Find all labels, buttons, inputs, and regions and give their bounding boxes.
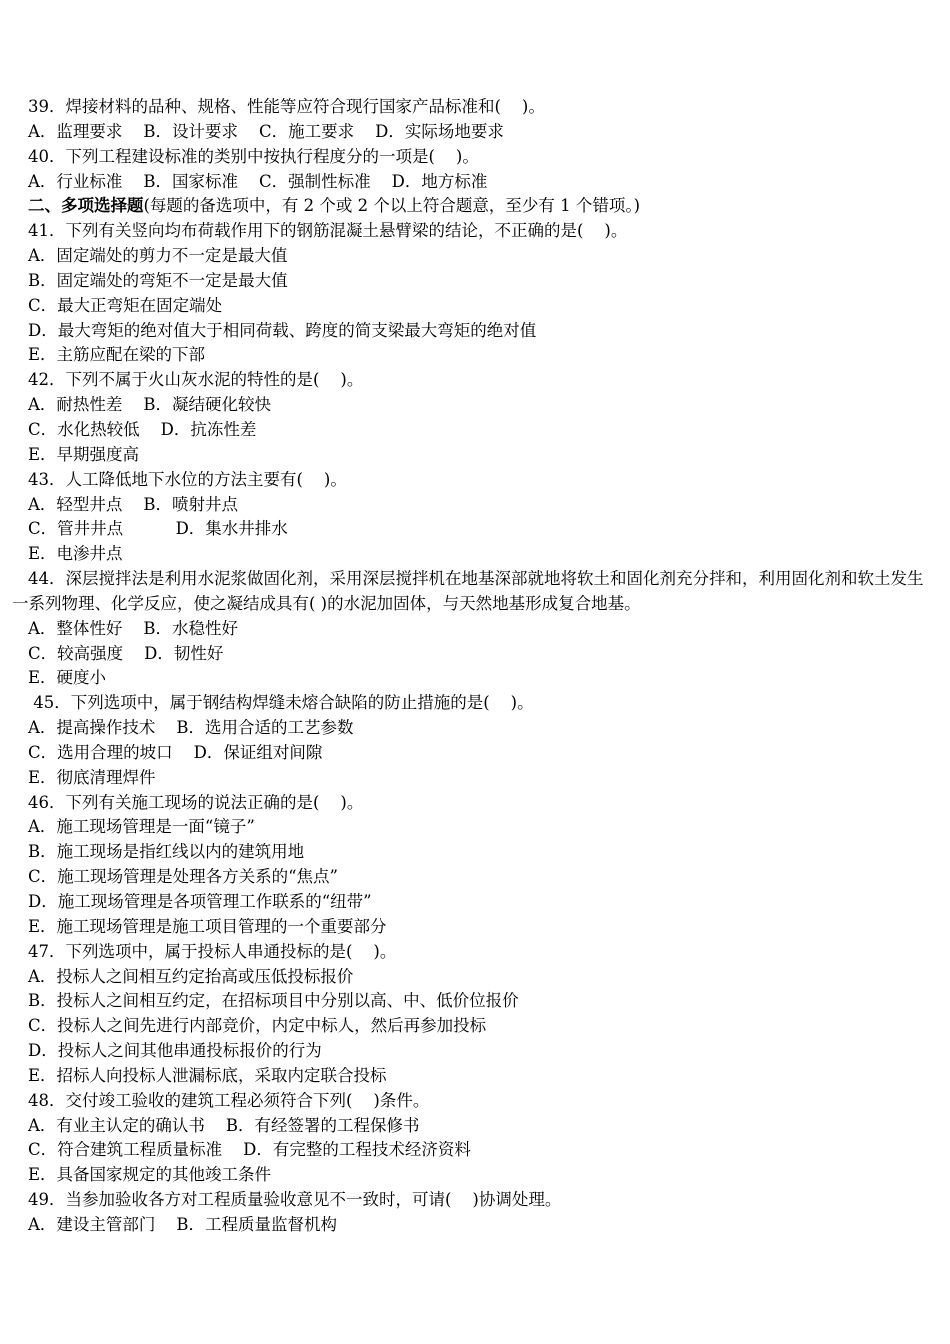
text-line	[12, 1188, 927, 1213]
line-text: D．投标人之间其他串通投标报价的行为	[28, 1041, 322, 1061]
text-line	[12, 393, 927, 418]
text-line	[12, 1089, 927, 1114]
document-page	[12, 95, 927, 1238]
text-line	[12, 890, 927, 915]
line-text: 41．下列有关竖向均布荷载作用下的钢筋混凝土悬臂梁的结论，不正确的是( )。	[28, 221, 628, 241]
line-text: E．具备国家规定的其他竣工条件	[28, 1165, 272, 1185]
text-line	[12, 269, 927, 294]
line-text: E．硬度小	[28, 668, 107, 688]
text-line	[12, 95, 927, 120]
line-text: C．水化热较低 D．抗冻性差	[28, 419, 257, 439]
line-text: C．投标人之间先进行内部竞价，内定中标人，然后再参加投标	[28, 1016, 487, 1036]
line-text: E．电渗井点	[28, 544, 123, 564]
line-text: A．耐热性差 B．凝结硬化较快	[28, 395, 272, 415]
line-text: 44．深层搅拌法是利用水泥浆做固化剂，采用深层搅拌机在地基深部就地将软土和固化剂充分拌和，利用固化剂和软土发生一系列物理、化学反应，使之凝结成具有( )的水泥加固体，与天然地基形成复合地基。	[12, 569, 924, 613]
text-line	[12, 691, 927, 716]
text-line	[12, 815, 927, 840]
line-text: E．招标人向投标人泄漏标底，采取内定联合投标	[28, 1065, 387, 1085]
text-line	[12, 468, 927, 493]
line-text: E．主筋应配在梁的下部	[28, 345, 206, 365]
section-title: 二、多项选择题	[28, 196, 144, 216]
line-text: D．施工现场管理是各项管理工作联系的“纽带”	[28, 892, 372, 911]
text-line	[12, 1039, 927, 1064]
line-text: B．投标人之间相互约定，在招标项目中分别以高、中、低价位报价	[28, 991, 519, 1011]
line-text: A．提高操作技术 B．选用合适的工艺参数	[28, 718, 354, 738]
line-text: 39．焊接材料的品种、规格、性能等应符合现行国家产品标准和( )。	[28, 97, 545, 116]
text-line	[12, 840, 927, 865]
line-text: B．固定端处的弯矩不一定是最大值	[28, 270, 288, 290]
text-line	[12, 1014, 927, 1039]
text-line	[12, 915, 927, 940]
text-line	[12, 294, 927, 319]
text-line	[12, 989, 927, 1014]
text-line	[12, 219, 927, 244]
line-text: A．施工现场管理是一面“镜子”	[28, 817, 255, 837]
line-text: B．施工现场是指红线以内的建筑用地	[28, 842, 305, 862]
text-line	[12, 666, 927, 691]
line-text: E．施工现场管理是施工项目管理的一个重要部分	[28, 916, 387, 936]
line-text: C．符合建筑工程质量标准 D．有完整的工程技术经济资料	[28, 1140, 471, 1160]
line-text: A．轻型井点 B．喷射井点	[28, 494, 239, 514]
line-text: C．选用合理的坡口 D．保证组对间隙	[28, 742, 323, 762]
line-text: A．投标人之间相互约定抬高或压低投标报价	[28, 966, 354, 986]
text-line	[12, 642, 927, 667]
line-text: C．施工现场管理是处理各方关系的“焦点”	[28, 867, 338, 887]
line-text: C．管井井点 D．集水井排水	[28, 519, 288, 539]
line-text: (每题的备选项中，有 2 个或 2 个以上符合题意，至少有 1 个错项。)	[143, 196, 641, 216]
text-line	[12, 741, 927, 766]
text-line	[12, 1064, 927, 1089]
line-text: 43．人工降低地下水位的方法主要有( )。	[28, 469, 347, 489]
line-text: A．行业标准 B．国家标准 C．强制性标准 D．地方标准	[28, 171, 488, 191]
line-text: 40．下列工程建设标准的类别中按执行程度分的一项是( )。	[28, 146, 479, 166]
text-line	[12, 1213, 927, 1238]
text-line	[12, 368, 927, 393]
text-line	[12, 1138, 927, 1163]
text-line	[12, 567, 927, 617]
text-line	[12, 343, 927, 368]
text-line	[12, 170, 927, 195]
text-line	[12, 443, 927, 468]
text-line	[12, 940, 927, 965]
text-line	[12, 542, 927, 567]
line-text: A．整体性好 B．水稳性好	[28, 618, 239, 638]
text-line	[12, 244, 927, 269]
line-text: 48．交付竣工验收的建筑工程必须符合下列( )条件。	[28, 1090, 430, 1110]
line-text: 47．下列选项中，属于投标人串通投标的是( )。	[28, 941, 397, 961]
text-line	[12, 120, 927, 145]
text-line	[12, 865, 927, 890]
line-text: E．早期强度高	[28, 444, 140, 464]
line-text: 42．下列不属于火山灰水泥的特性的是( )。	[28, 370, 364, 390]
line-text: 49．当参加验收各方对工程质量验收意见不一致时，可请( )协调处理。	[28, 1190, 562, 1210]
text-line	[12, 145, 927, 170]
text-line	[12, 418, 927, 443]
line-text: 46．下列有关施工现场的说法正确的是( )。	[28, 792, 364, 812]
line-text: A．有业主认定的确认书 B．有经签署的工程保修书	[28, 1115, 420, 1135]
line-text: C．较高强度 D．韧性好	[28, 643, 224, 663]
text-line	[12, 791, 927, 816]
line-text: C．最大正弯矩在固定端处	[28, 295, 223, 315]
text-line	[12, 1163, 927, 1188]
text-line	[12, 493, 927, 518]
text-line	[12, 766, 927, 791]
text-line	[12, 617, 927, 642]
text-line	[12, 319, 927, 344]
text-line	[12, 517, 927, 542]
line-text: 45．下列选项中，属于钢结构焊缝未熔合缺陷的防止措施的是( )。	[28, 693, 534, 713]
text-line	[12, 716, 927, 741]
line-text: A．建设主管部门 B．工程质量监督机构	[28, 1214, 338, 1234]
text-line	[12, 965, 927, 990]
line-text: E．彻底清理焊件	[28, 767, 156, 787]
text-line	[12, 1114, 927, 1139]
section-heading	[12, 194, 927, 219]
line-text: D．最大弯矩的绝对值大于相同荷载、跨度的简支梁最大弯矩的绝对值	[28, 320, 537, 340]
line-text: A．监理要求 B．设计要求 C．施工要求 D．实际场地要求	[28, 121, 504, 141]
line-text: A．固定端处的剪力不一定是最大值	[28, 246, 288, 266]
